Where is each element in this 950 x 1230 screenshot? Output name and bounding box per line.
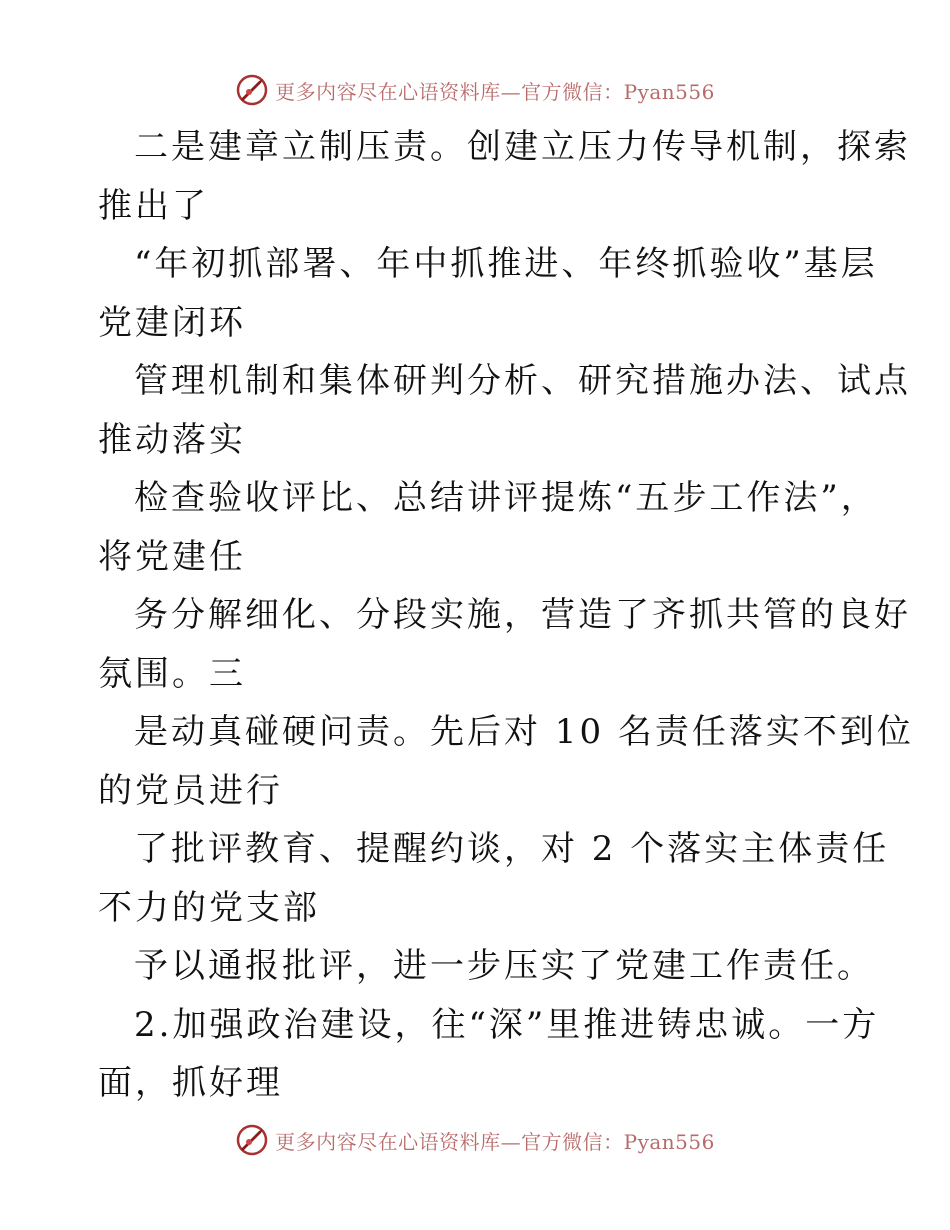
quill-seal-icon <box>235 73 269 107</box>
text-line: 将党建任 <box>98 536 246 577</box>
watermark-text: 更多内容尽在心语资料库—官方微信：Pyan556 <box>275 79 715 104</box>
text-line: 的党员进行 <box>98 770 283 811</box>
text-line: 推动落实 <box>98 419 246 460</box>
watermark-text: 更多内容尽在心语资料库—官方微信：Pyan556 <box>275 1129 715 1154</box>
text-line: 推出了 <box>98 185 209 226</box>
footer-watermark <box>0 1120 950 1160</box>
document-body <box>98 118 914 1113</box>
text-line: 是动真碰硬问责。先后对 10 名责任落实不到位 <box>134 712 914 752</box>
text-line: “年初抓部署、年中抓推进、年终抓验收”基层 <box>134 244 878 284</box>
text-line: 党建闭环 <box>98 302 246 343</box>
text-line: 2.加强政治建设，往“深”里推进铸忠诚。一方 <box>134 1004 880 1045</box>
text-line: 了批评教育、提醒约谈，对 2 个落实主体责任 <box>134 829 890 869</box>
text-line: 务分解细化、分段实施，营造了齐抓共管的良好 <box>134 595 911 635</box>
text-line: 不力的党支部 <box>98 887 320 928</box>
quill-seal-icon <box>235 1123 269 1157</box>
text-line: 检查验收评比、总结讲评提炼“五步工作法”， <box>134 478 878 518</box>
text-line: 二是建章立制压责。创建立压力传导机制，探索 <box>134 127 911 167</box>
header-watermark <box>0 70 950 110</box>
text-line: 管理机制和集体研判分析、研究措施办法、试点 <box>134 361 911 401</box>
text-line: 氛围。三 <box>98 653 246 694</box>
text-line: 予以通报批评，进一步压实了党建工作责任。 <box>134 946 874 986</box>
text-line: 面，抓好理 <box>98 1063 283 1103</box>
